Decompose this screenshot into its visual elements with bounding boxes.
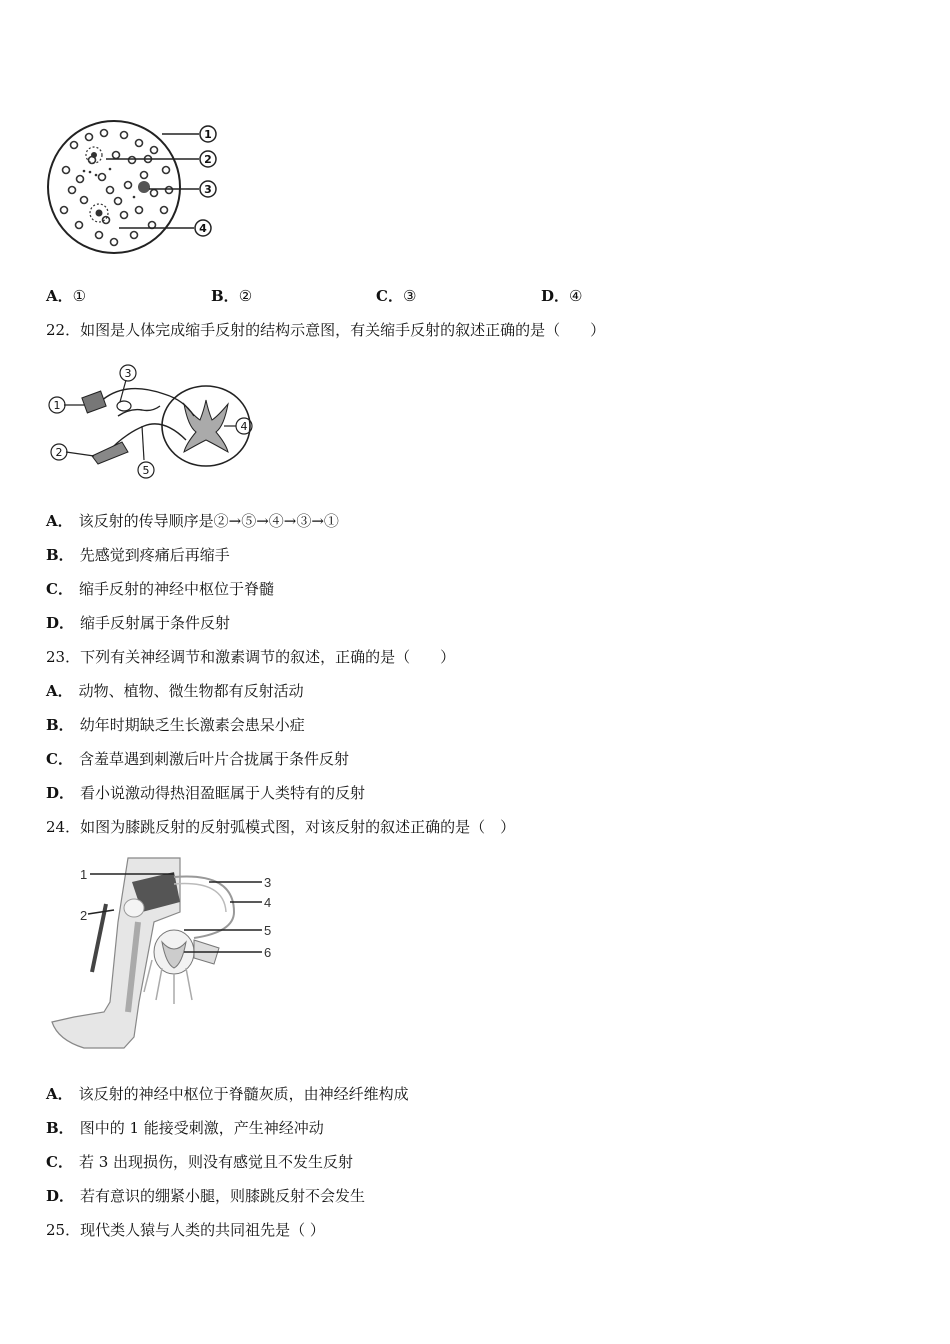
svg-text:1: 1: [53, 399, 61, 412]
q24-knee-jerk-figure: [44, 852, 284, 1064]
svg-text:3: 3: [264, 875, 272, 890]
q21-option-c[interactable]: C．③: [376, 287, 417, 305]
q21-option-d[interactable]: D．④: [541, 287, 583, 305]
svg-text:3: 3: [124, 367, 132, 380]
svg-text:2: 2: [80, 908, 88, 923]
q22-option-d[interactable]: D． 缩手反射属于条件反射: [46, 614, 231, 632]
q23-option-c[interactable]: C． 含羞草遇到刺激后叶片合拢属于条件反射: [46, 750, 349, 768]
q24-option-d[interactable]: D． 若有意识的绷紧小腿，则膝跳反射不会发生: [46, 1187, 366, 1205]
svg-text:4: 4: [199, 222, 207, 235]
q23-option-b[interactable]: B． 幼年时期缺乏生长激素会患呆小症: [46, 716, 305, 734]
q24-option-c[interactable]: C． 若 3 出现损伤，则没有感觉且不发生反射: [46, 1153, 354, 1171]
q22-stem: 22．如图是人体完成缩手反射的结构示意图，有关缩手反射的叙述正确的是（ ）: [46, 321, 606, 339]
q24-option-b[interactable]: B． 图中的 1 能接受刺激，产生神经冲动: [46, 1119, 324, 1137]
q23-option-d[interactable]: D． 看小说激动得热泪盈眶属于人类特有的反射: [46, 784, 366, 802]
q24-option-a[interactable]: A． 该反射的神经中枢位于脊髓灰质，由神经纤维构成: [46, 1085, 409, 1103]
q25-stem: 25．现代类人猿与人类的共同祖先是（ ）: [46, 1221, 325, 1239]
q21-option-a[interactable]: A．①: [46, 287, 87, 305]
svg-text:5: 5: [142, 464, 150, 477]
svg-text:2: 2: [55, 446, 63, 459]
q22-option-c[interactable]: C． 缩手反射的神经中枢位于脊髓: [46, 580, 274, 598]
svg-text:1: 1: [80, 867, 88, 882]
svg-text:4: 4: [240, 420, 248, 433]
svg-text:6: 6: [264, 945, 272, 960]
q22-option-a[interactable]: A． 该反射的传导顺序是②→⑤→④→③→①: [46, 512, 339, 530]
q23-stem: 23．下列有关神经调节和激素调节的叙述，正确的是（ ）: [46, 648, 456, 666]
q21-option-b[interactable]: B．②: [211, 287, 253, 305]
q24-stem: 24．如图为膝跳反射的反射弧模式图，对该反射的叙述正确的是（ ）: [46, 818, 516, 836]
svg-text:5: 5: [264, 923, 272, 938]
svg-text:1: 1: [204, 128, 212, 141]
q22-option-b[interactable]: B． 先感觉到疼痛后再缩手: [46, 546, 230, 564]
svg-text:4: 4: [264, 895, 272, 910]
q22-reflex-arc-figure: [44, 360, 264, 485]
q21-options: [46, 286, 706, 306]
q21-blood-smear-figure: [44, 115, 224, 263]
q23-option-a[interactable]: A． 动物、植物、微生物都有反射活动: [46, 682, 304, 700]
svg-text:2: 2: [204, 153, 212, 166]
svg-text:3: 3: [204, 183, 212, 196]
